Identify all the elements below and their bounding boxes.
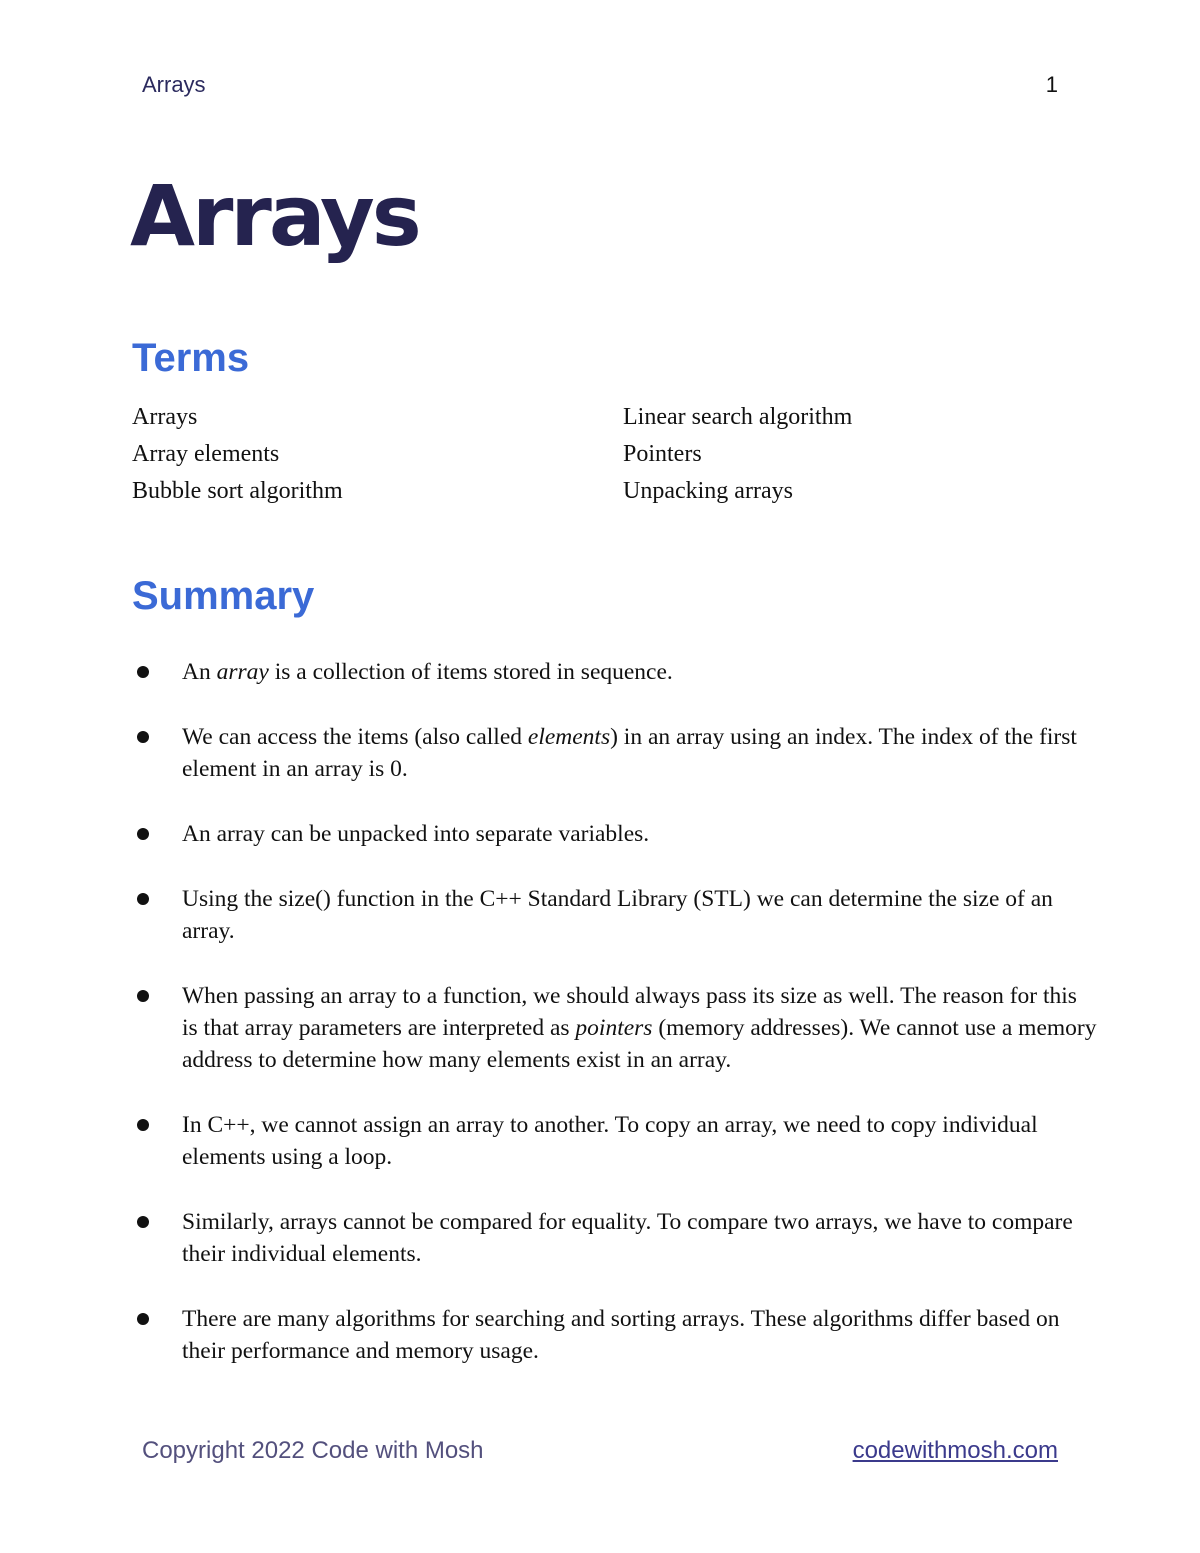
summary-text: In C++, we cannot assign an array to another. To copy an array, we need to copy individual elements using a loop.: [182, 1112, 1038, 1170]
summary-text: When passing an array to a function, we should always pass its size as well. The reason for this is that array parameters are interpreted as: [182, 983, 1077, 1041]
emphasized-term: elements: [527, 724, 611, 750]
bullet-icon: [137, 1119, 149, 1131]
running-header-title: Arrays: [142, 72, 206, 97]
bullet-icon: [137, 893, 149, 905]
term-item: Pointers: [623, 441, 702, 467]
summary-item: [132, 883, 1097, 947]
summary-list: [132, 656, 1097, 1400]
bullet-icon: [137, 990, 149, 1002]
summary-item: [132, 818, 1097, 850]
bullet-icon: [137, 731, 149, 743]
footer-website-link[interactable]: codewithmosh.com: [852, 1437, 1058, 1464]
page-number: 1: [1045, 72, 1058, 97]
emphasized-term: pointers: [575, 1015, 653, 1041]
summary-item: [132, 1109, 1097, 1173]
term-item: Unpacking arrays: [623, 478, 793, 504]
term-item: Arrays: [132, 404, 198, 430]
terms-heading: Terms: [132, 336, 250, 380]
emphasized-term: array: [216, 659, 269, 685]
bullet-icon: [137, 1313, 149, 1325]
summary-text: There are many algorithms for searching and sorting arrays. These algorithms differ based on their performance and memory usage.: [182, 1306, 1060, 1364]
summary-text: An array can be unpacked into separate variables.: [182, 821, 650, 847]
bullet-icon: [137, 1216, 149, 1228]
bullet-icon: [137, 666, 149, 678]
term-item: Linear search algorithm: [623, 404, 853, 430]
footer-copyright: Copyright 2022 Code with Mosh: [142, 1437, 484, 1464]
summary-text: ) in an array using an index. The index of the first element in an array is 0.: [182, 724, 1077, 782]
summary-text: is a collection of items stored in sequence.: [268, 659, 673, 685]
bullet-icon: [137, 828, 149, 840]
summary-item: [132, 980, 1097, 1076]
summary-heading: Summary: [132, 574, 315, 618]
summary-item: [132, 1303, 1097, 1367]
summary-item: [132, 656, 1097, 688]
summary-text: An: [182, 659, 217, 685]
summary-text: Using the size() function in the C++ Standard Library (STL) we can determine the size of an array.: [182, 886, 1053, 944]
term-item: Array elements: [132, 441, 280, 467]
summary-text: We can access the items (also called: [182, 724, 528, 750]
summary-item: [132, 1206, 1097, 1270]
summary-item: [132, 721, 1097, 785]
terms-list: [132, 402, 1032, 507]
document-title: Arrays: [130, 167, 419, 265]
summary-text: (memory addresses). We cannot use a memory address to determine how many elements exist in an array.: [182, 1015, 1097, 1073]
summary-text: Similarly, arrays cannot be compared for equality. To compare two arrays, we have to compare their individual elements.: [182, 1209, 1073, 1267]
term-item: Bubble sort algorithm: [132, 478, 343, 504]
